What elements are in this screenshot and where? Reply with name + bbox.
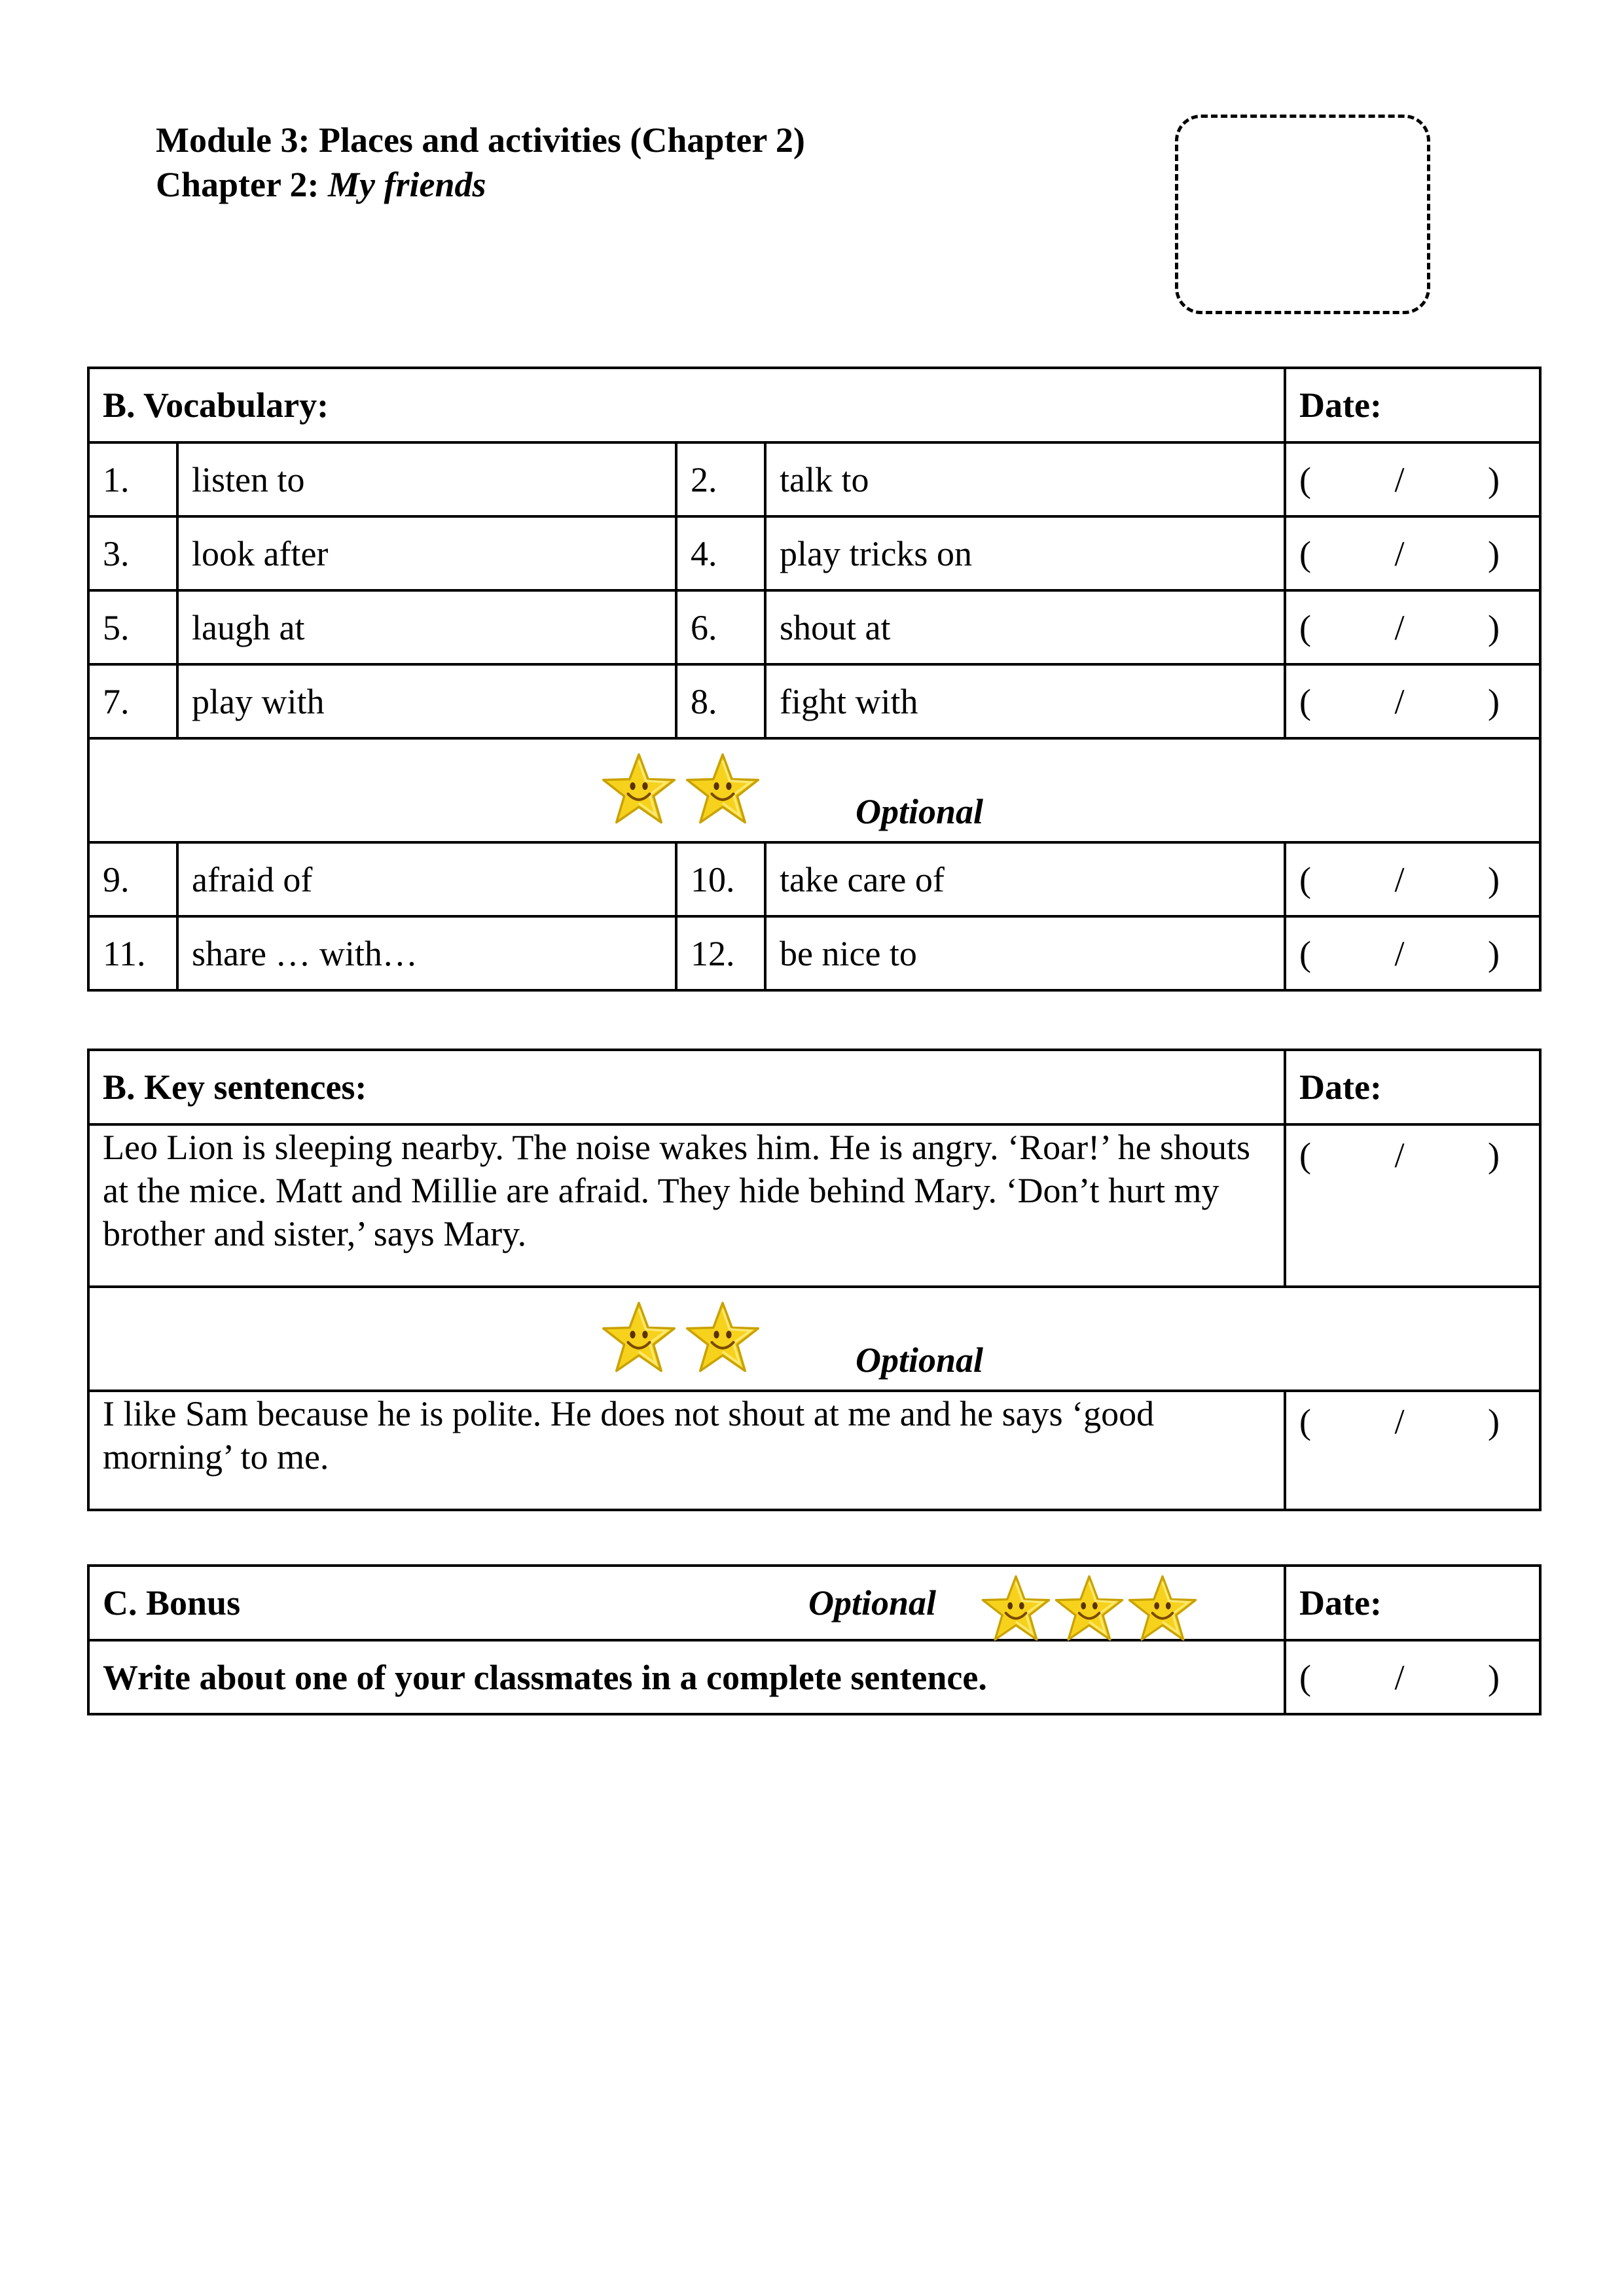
chapter-name: My friends	[328, 165, 486, 204]
vocab-word: be nice to	[765, 916, 1285, 990]
smiley-star-icon	[1053, 1573, 1125, 1645]
key-sentences-heading: B. Key sentences:	[88, 1050, 1285, 1124]
table-row	[88, 590, 1540, 664]
vocab-word: afraid of	[177, 842, 676, 916]
sticker-box	[1175, 115, 1430, 314]
date-field[interactable]: ( / )	[1285, 590, 1540, 664]
item-number: 1.	[88, 442, 177, 516]
optional-label: Optional	[856, 1340, 984, 1380]
bonus-title: C. Bonus	[103, 1583, 241, 1623]
module-title: Module 3: Places and activities (Chapter 2)	[156, 120, 805, 160]
optional-label: Optional	[856, 792, 984, 831]
smiley-star-icon	[684, 1300, 761, 1377]
vocabulary-table	[87, 367, 1542, 992]
vocab-word: take care of	[765, 842, 1285, 916]
item-number: 5.	[88, 590, 177, 664]
item-number: 12.	[676, 916, 765, 990]
date-heading: Date:	[1285, 1566, 1540, 1640]
bonus-heading-cell	[88, 1566, 1285, 1640]
vocab-word: shout at	[765, 590, 1285, 664]
key-sentence-text: Leo Lion is sleeping nearby. The noise wakes him. He is angry. ‘Roar!’ he shouts at the mice. Matt and Millie are afraid. They hide behind Mary. ‘Don’t hurt my brother and sister,’ says Mary.	[88, 1124, 1285, 1287]
key-sentences-table	[87, 1049, 1542, 1511]
vocab-word: play with	[177, 664, 676, 738]
item-number: 6.	[676, 590, 765, 664]
smiley-star-icon	[684, 751, 761, 829]
smiley-star-icon	[1127, 1573, 1199, 1645]
date-heading: Date:	[1285, 1050, 1540, 1124]
vocab-word: fight with	[765, 664, 1285, 738]
table-row	[88, 516, 1540, 590]
vocab-word: talk to	[765, 442, 1285, 516]
item-number: 9.	[88, 842, 177, 916]
table-row	[88, 916, 1540, 990]
item-number: 8.	[676, 664, 765, 738]
vocabulary-heading: B. Vocabulary:	[88, 368, 1285, 442]
bonus-table	[87, 1564, 1542, 1715]
item-number: 7.	[88, 664, 177, 738]
date-field[interactable]: ( / )	[1285, 1391, 1540, 1510]
chapter-prefix: Chapter 2:	[156, 165, 328, 204]
date-field[interactable]: ( / )	[1285, 1640, 1540, 1714]
smiley-star-icon	[600, 1300, 677, 1377]
optional-banner	[88, 1287, 1540, 1391]
date-field[interactable]: ( / )	[1285, 664, 1540, 738]
vocab-word: look after	[177, 516, 676, 590]
smiley-star-icon	[980, 1573, 1052, 1645]
optional-label: Optional	[808, 1583, 937, 1623]
vocab-word: play tricks on	[765, 516, 1285, 590]
bonus-task: Write about one of your classmates in a complete sentence.	[88, 1640, 1285, 1714]
item-number: 4.	[676, 516, 765, 590]
page-header	[156, 118, 805, 207]
item-number: 11.	[88, 916, 177, 990]
date-field[interactable]: ( / )	[1285, 516, 1540, 590]
table-row	[88, 664, 1540, 738]
optional-banner	[88, 738, 1540, 842]
table-row	[88, 842, 1540, 916]
table-row	[88, 442, 1540, 516]
chapter-title	[156, 162, 805, 207]
item-number: 10.	[676, 842, 765, 916]
date-field[interactable]: ( / )	[1285, 1124, 1540, 1287]
date-field[interactable]: ( / )	[1285, 442, 1540, 516]
smiley-star-icon	[600, 751, 677, 829]
date-field[interactable]: ( / )	[1285, 916, 1540, 990]
vocab-word: laugh at	[177, 590, 676, 664]
vocab-word: share … with…	[177, 916, 676, 990]
item-number: 3.	[88, 516, 177, 590]
key-sentence-text: I like Sam because he is polite. He does not shout at me and he says ‘good morning’ to me.	[88, 1391, 1285, 1510]
date-field[interactable]: ( / )	[1285, 842, 1540, 916]
vocab-word: listen to	[177, 442, 676, 516]
item-number: 2.	[676, 442, 765, 516]
date-heading: Date:	[1285, 368, 1540, 442]
